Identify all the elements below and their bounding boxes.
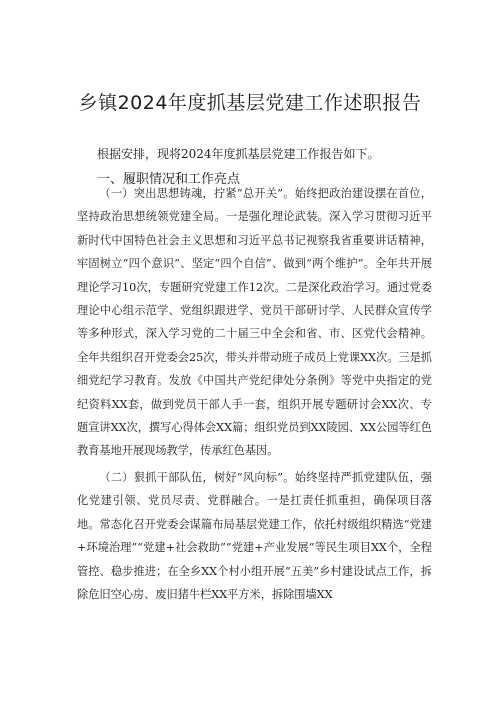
section-heading: 一、履职情况和工作亮点 [97, 172, 241, 187]
body-paragraph: （二）狠抓干部队伍，树好“风向标”。始终坚持严抓党建队伍，强化党建引领、党员尽责、党群融合。一是扛责任抓重担，确保项目落地。常态化召开党委会谋篇布局基层党建工作，依托村级组织精选“党建+环境治理”“党建+社会救助”“党建+产业发展”等民生项目XX个，全程管控、稳步推进；在全乡XX个村小组开展“五美”乡村建设试点工作，拆除危旧空心房、废旧猪牛栏XX平方米，拆除围墙XX [77, 471, 432, 602]
body-paragraph: （一）突出思想铸魂，拧紧“总开关”。始终把政治建设摆在首位，坚持政治思想统领党建全局。一是强化理论武装。深入学习贯彻习近平新时代中国特色社会主义思想和习近平总书记视察我省重要讲话精神，牢固树立“四个意识”、坚定“四个自信”、做到“两个维护”。全年共开展理论学习10次，专题研究党建工作12次。二是深化政治学习。通过党委理论中心组示范学、党组织跟进学、党员干部研讨学、人民群众宣传学等多种形式，深入学习党的二十届三中全会和省、市、区党代会精神。全年共组织召开党委会25次，带头并带动班子成员上党课XX次。三是抓细党纪学习教育。发放《中国共产党纪律处分条例》等党中央指定的党纪资料XX套，做到党员干部人手一套，组织开展专题研讨会XX次、专题宣讲XX次，撰写心得体会XX篇；组织党员到XX陵园、XX公园等红色教育基地开展现场教学，传承红色基因。 [77, 187, 432, 458]
document-title: 乡镇2024年度抓基层党建工作述职报告 [78, 92, 422, 114]
intro-paragraph: 根据安排，现将2024年度抓基层党建工作报告如下。 [97, 147, 380, 161]
